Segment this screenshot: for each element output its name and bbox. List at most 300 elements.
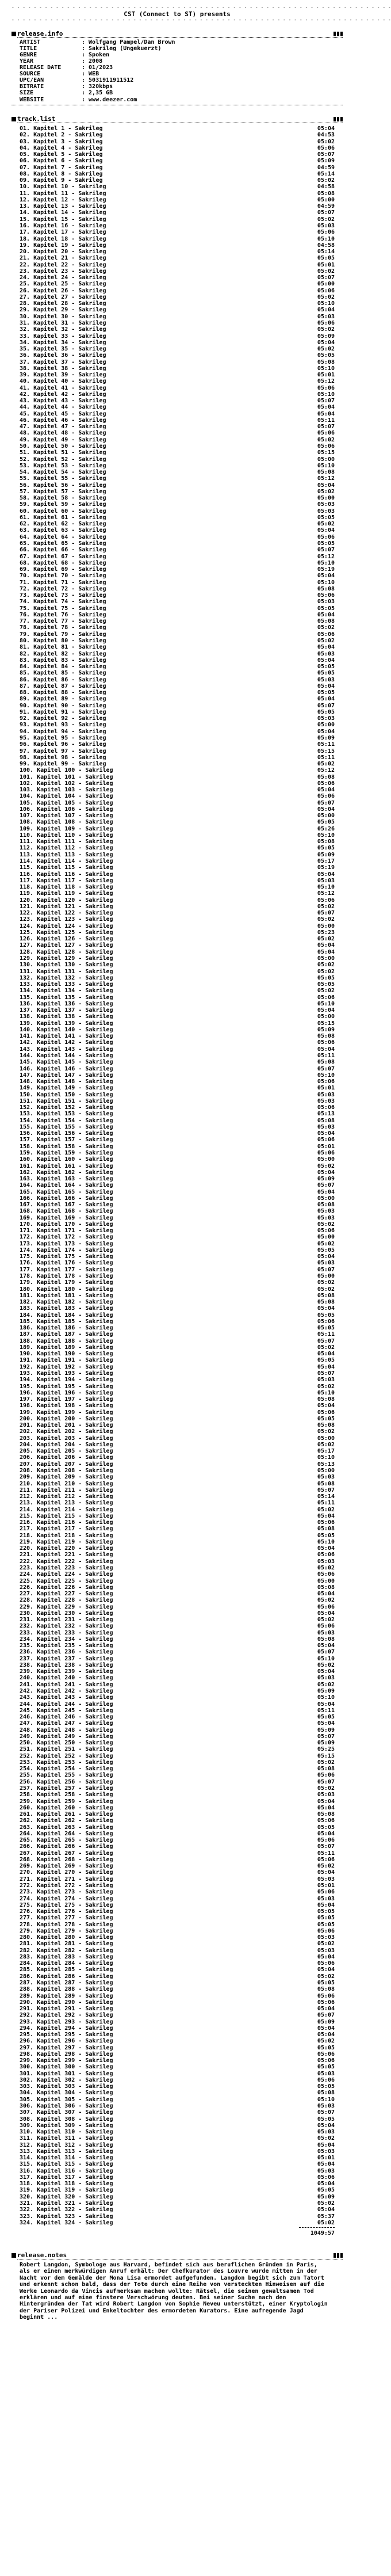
info-key: SOURCE xyxy=(20,71,41,77)
track-duration: 05:06 xyxy=(317,897,335,904)
track-row xyxy=(20,139,335,145)
track-duration: 05:02 xyxy=(317,988,335,994)
track-row xyxy=(20,1351,335,1357)
track-title: 29. Kapitel 29 - Sakrileg xyxy=(20,307,106,314)
track-row xyxy=(20,1053,335,1059)
track-row xyxy=(20,404,335,410)
track-duration: 05:05 xyxy=(317,1532,335,1539)
track-duration: 05:08 xyxy=(317,1059,335,1066)
track-duration: 05:04 xyxy=(317,1253,335,1260)
track-row xyxy=(20,1714,335,1720)
track-title: 129. Kapitel 129 - Sakrileg xyxy=(20,955,113,962)
track-row xyxy=(20,2200,335,2207)
track-duration: 05:02 xyxy=(317,1506,335,1513)
track-row xyxy=(20,495,335,501)
track-title: 230. Kapitel 230 - Sakrileg xyxy=(20,1610,113,1617)
track-row xyxy=(20,1889,335,1895)
track-duration: 05:08 xyxy=(317,1526,335,1533)
track-title: 242. Kapitel 242 - Sakrileg xyxy=(20,1688,113,1695)
track-duration: 05:02 xyxy=(317,1428,335,1435)
track-duration: 05:03 xyxy=(317,508,335,515)
track-row xyxy=(20,475,335,482)
section-underline xyxy=(17,2259,343,2260)
track-title: 121. Kapitel 121 - Sakrileg xyxy=(20,903,113,910)
track-title: 295. Kapitel 295 - Sakrileg xyxy=(20,2032,113,2038)
track-row xyxy=(20,158,335,164)
track-duration: 05:05 xyxy=(317,689,335,696)
track-row xyxy=(20,2220,335,2226)
track-title: 283. Kapitel 283 - Sakrileg xyxy=(20,1953,113,1960)
track-row xyxy=(20,1487,335,1493)
track-title: 215. Kapitel 215 - Sakrileg xyxy=(20,1512,113,1519)
track-duration: 05:05 xyxy=(317,1979,335,1986)
track-duration: 05:15 xyxy=(317,449,335,456)
track-title: 219. Kapitel 219 - Sakrileg xyxy=(20,1538,113,1545)
track-duration: 05:05 xyxy=(317,605,335,612)
track-duration: 05:03 xyxy=(317,1091,335,1098)
track-title: 152. Kapitel 152 - Sakrileg xyxy=(20,1104,113,1111)
track-title: 37. Kapitel 37 - Sakrileg xyxy=(20,359,106,365)
track-duration: 05:05 xyxy=(317,1714,335,1721)
track-title: 231. Kapitel 231 - Sakrileg xyxy=(20,1617,113,1624)
track-duration: 05:14 xyxy=(317,249,335,256)
track-title: 314. Kapitel 314 - Sakrileg xyxy=(20,2155,113,2162)
track-duration: 05:02 xyxy=(317,1344,335,1351)
track-title: 289. Kapitel 289 - Sakrileg xyxy=(20,1992,113,1999)
track-row xyxy=(20,949,335,955)
track-title: 101. Kapitel 101 - Sakrileg xyxy=(20,773,113,780)
info-row xyxy=(20,45,175,52)
info-row xyxy=(20,58,175,64)
track-title: 250. Kapitel 250 - Sakrileg xyxy=(20,1740,113,1747)
track-title: 133. Kapitel 133 - Sakrileg xyxy=(20,981,113,988)
track-title: 95. Kapitel 95 - Sakrileg xyxy=(20,734,106,741)
track-duration: 05:02 xyxy=(317,968,335,975)
track-title: 218. Kapitel 218 - Sakrileg xyxy=(20,1532,113,1539)
track-title: 25. Kapitel 25 - Sakrileg xyxy=(20,281,106,288)
track-title: 27. Kapitel 27 - Sakrileg xyxy=(20,294,106,300)
track-duration: 05:02 xyxy=(317,1383,335,1390)
track-row xyxy=(20,365,335,372)
track-duration: 05:25 xyxy=(317,1746,335,1753)
track-duration: 05:04 xyxy=(317,1403,335,1409)
track-title: 241. Kapitel 241 - Sakrileg xyxy=(20,1681,113,1688)
track-title: 184. Kapitel 184 - Sakrileg xyxy=(20,1312,113,1319)
track-row xyxy=(20,1578,335,1584)
track-row xyxy=(20,1571,335,1577)
track-row xyxy=(20,1221,335,1228)
track-row xyxy=(20,1682,335,1688)
info-key: BITRATE xyxy=(20,83,44,90)
track-title: 190. Kapitel 190 - Sakrileg xyxy=(20,1351,113,1358)
track-row xyxy=(20,1312,335,1319)
track-title: 312. Kapitel 312 - Sakrileg xyxy=(20,2141,113,2148)
track-title: 110. Kapitel 110 - Sakrileg xyxy=(20,832,113,839)
track-duration: 05:11 xyxy=(317,1331,335,1338)
track-row xyxy=(20,2090,335,2096)
info-row xyxy=(20,71,175,77)
track-duration: 05:06 xyxy=(317,319,335,326)
track-duration: 05:02 xyxy=(317,1441,335,1448)
track-duration: 05:06 xyxy=(317,780,335,787)
track-row xyxy=(20,1902,335,1908)
track-row xyxy=(20,1370,335,1377)
track-row xyxy=(20,2045,335,2051)
track-duration: 05:07 xyxy=(317,1337,335,1344)
track-duration: 05:10 xyxy=(317,462,335,469)
track-duration: 05:02 xyxy=(317,916,335,923)
track-row xyxy=(20,962,335,968)
track-duration: 05:04 xyxy=(317,1169,335,1176)
track-duration: 05:15 xyxy=(317,748,335,754)
info-key: YEAR xyxy=(20,58,34,64)
track-title: 22. Kapitel 22 - Sakrileg xyxy=(20,261,106,268)
track-duration: 05:08 xyxy=(317,1299,335,1306)
track-row xyxy=(20,1831,335,1837)
track-title: 116. Kapitel 116 - Sakrileg xyxy=(20,871,113,878)
track-row xyxy=(20,547,335,553)
track-title: 198. Kapitel 198 - Sakrileg xyxy=(20,1403,113,1409)
track-row xyxy=(20,2057,335,2064)
track-duration: 05:01 xyxy=(317,372,335,379)
track-row xyxy=(20,2207,335,2213)
track-row xyxy=(20,942,335,948)
track-duration: 05:04 xyxy=(317,683,335,689)
track-duration: 05:04 xyxy=(317,482,335,489)
track-row xyxy=(20,1176,335,1182)
track-title: 74. Kapitel 74 - Sakrileg xyxy=(20,599,106,605)
track-title: 139. Kapitel 139 - Sakrileg xyxy=(20,1020,113,1027)
track-row xyxy=(20,1662,335,1668)
track-duration: 05:04 xyxy=(317,1798,335,1805)
info-value: : WEB xyxy=(82,71,99,77)
section-underline xyxy=(17,123,343,124)
track-row xyxy=(20,1980,335,1986)
track-duration: 05:07 xyxy=(317,1370,335,1377)
track-duration: 05:08 xyxy=(317,1033,335,1040)
track-duration: 05:02 xyxy=(317,177,335,184)
track-row xyxy=(20,1046,335,1053)
track-title: 292. Kapitel 292 - Sakrileg xyxy=(20,2012,113,2019)
track-duration: 04:58 xyxy=(317,184,335,190)
track-row xyxy=(20,326,335,333)
track-title: 04. Kapitel 4 - Sakrileg xyxy=(20,144,103,151)
website-value: : www.deezer.com xyxy=(82,97,137,103)
track-duration: 05:02 xyxy=(317,2219,335,2226)
info-key: ARTIST xyxy=(20,39,41,45)
track-row xyxy=(20,1118,335,1124)
track-duration: 05:06 xyxy=(317,1409,335,1416)
track-row xyxy=(20,832,335,839)
track-duration: 05:05 xyxy=(317,845,335,852)
track-duration: 05:13 xyxy=(317,1461,335,1468)
website-key: WEBSITE xyxy=(20,97,44,103)
track-title: 117. Kapitel 117 - Sakrileg xyxy=(20,877,113,884)
track-duration: 05:08 xyxy=(317,1480,335,1487)
track-title: 72. Kapitel 72 - Sakrileg xyxy=(20,585,106,592)
track-duration: 05:00 xyxy=(317,813,335,820)
track-title: 243. Kapitel 243 - Sakrileg xyxy=(20,1694,113,1701)
track-title: 236. Kapitel 236 - Sakrileg xyxy=(20,1649,113,1656)
track-row xyxy=(20,981,335,988)
track-title: 91. Kapitel 91 - Sakrileg xyxy=(20,708,106,715)
track-title: 272. Kapitel 272 - Sakrileg xyxy=(20,1882,113,1889)
track-duration: 05:07 xyxy=(317,209,335,216)
track-duration: 05:04 xyxy=(317,125,335,132)
track-title: 300. Kapitel 300 - Sakrileg xyxy=(20,2064,113,2071)
track-row xyxy=(20,424,335,430)
track-title: 257. Kapitel 257 - Sakrileg xyxy=(20,1785,113,1792)
track-title: 125. Kapitel 125 - Sakrileg xyxy=(20,929,113,936)
track-duration: 05:07 xyxy=(317,2012,335,2019)
track-duration: 05:08 xyxy=(317,773,335,780)
track-duration: 05:08 xyxy=(317,359,335,365)
track-row xyxy=(20,430,335,436)
track-title: 128. Kapitel 128 - Sakrileg xyxy=(20,948,113,955)
track-row xyxy=(20,2064,335,2070)
track-row xyxy=(20,443,335,449)
track-duration: 05:09 xyxy=(317,851,335,858)
track-duration: 05:08 xyxy=(317,585,335,592)
track-duration: 05:11 xyxy=(317,1707,335,1714)
track-duration: 05:06 xyxy=(317,1149,335,1156)
track-duration: 05:10 xyxy=(317,1655,335,1662)
track-duration: 05:05 xyxy=(317,974,335,981)
track-row xyxy=(20,1824,335,1831)
track-row xyxy=(20,385,335,391)
track-row xyxy=(20,1377,335,1383)
track-row xyxy=(20,1293,335,1299)
track-duration: 05:05 xyxy=(317,352,335,359)
track-title: 299. Kapitel 299 - Sakrileg xyxy=(20,2057,113,2064)
track-row xyxy=(20,1656,335,1662)
track-duration: 05:23 xyxy=(317,929,335,936)
track-row xyxy=(20,1837,335,1843)
track-duration: 05:00 xyxy=(317,1234,335,1241)
track-row xyxy=(20,411,335,417)
track-title: 26. Kapitel 26 - Sakrileg xyxy=(20,287,106,294)
track-duration: 05:07 xyxy=(317,910,335,917)
track-duration: 05:02 xyxy=(317,346,335,353)
track-title: 192. Kapitel 192 - Sakrileg xyxy=(20,1363,113,1370)
track-row xyxy=(20,197,335,203)
track-title: 140. Kapitel 140 - Sakrileg xyxy=(20,1026,113,1033)
track-row xyxy=(20,722,335,728)
track-row xyxy=(20,631,335,638)
track-title: 176. Kapitel 176 - Sakrileg xyxy=(20,1260,113,1267)
track-duration: 05:10 xyxy=(317,2096,335,2103)
track-title: 245. Kapitel 245 - Sakrileg xyxy=(20,1707,113,1714)
track-duration: 05:04 xyxy=(317,410,335,417)
track-title: 269. Kapitel 269 - Sakrileg xyxy=(20,1863,113,1870)
track-duration: 05:13 xyxy=(317,1111,335,1118)
track-row xyxy=(20,1668,335,1675)
track-duration: 05:04 xyxy=(317,644,335,651)
track-duration: 05:04 xyxy=(317,787,335,794)
track-duration: 05:04 xyxy=(317,1869,335,1876)
track-title: 246. Kapitel 246 - Sakrileg xyxy=(20,1714,113,1721)
track-title: 304. Kapitel 304 - Sakrileg xyxy=(20,2090,113,2097)
track-duration: 05:10 xyxy=(317,365,335,372)
track-duration: 05:11 xyxy=(317,754,335,761)
track-title: 224. Kapitel 224 - Sakrileg xyxy=(20,1571,113,1578)
track-title: 297. Kapitel 297 - Sakrileg xyxy=(20,2044,113,2051)
track-row xyxy=(20,1150,335,1156)
track-row xyxy=(20,1922,335,1928)
track-row xyxy=(20,2083,335,2090)
track-row xyxy=(20,916,335,923)
track-duration: 05:08 xyxy=(317,1292,335,1299)
track-row xyxy=(20,1610,335,1617)
track-row xyxy=(20,657,335,664)
track-duration: 05:04 xyxy=(317,1901,335,1908)
track-duration: 05:04 xyxy=(317,1046,335,1053)
track-row xyxy=(20,1623,335,1629)
track-row xyxy=(20,1759,335,1766)
track-row xyxy=(20,1584,335,1591)
track-row xyxy=(20,1156,335,1163)
track-row xyxy=(20,1552,335,1558)
track-row xyxy=(20,1519,335,1526)
track-row xyxy=(20,456,335,463)
track-row xyxy=(20,2122,335,2129)
track-title: 162. Kapitel 162 - Sakrileg xyxy=(20,1169,113,1176)
track-row xyxy=(20,1785,335,1792)
track-duration: 05:08 xyxy=(317,469,335,476)
info-value: : 2,35 GB xyxy=(82,90,113,96)
track-duration: 04:59 xyxy=(317,164,335,171)
track-title: 62. Kapitel 62 - Sakrileg xyxy=(20,521,106,528)
track-duration: 05:10 xyxy=(317,1454,335,1461)
track-row xyxy=(20,340,335,346)
track-duration: 05:37 xyxy=(317,2213,335,2220)
track-duration: 05:02 xyxy=(317,1286,335,1293)
track-duration: 05:05 xyxy=(317,1325,335,1332)
track-row xyxy=(20,1442,335,1448)
track-duration: 05:06 xyxy=(317,1552,335,1558)
track-duration: 05:10 xyxy=(317,235,335,242)
track-duration: 05:02 xyxy=(317,294,335,300)
track-title: 89. Kapitel 89 - Sakrileg xyxy=(20,696,106,703)
track-title: 114. Kapitel 114 - Sakrileg xyxy=(20,858,113,865)
track-title: 23. Kapitel 23 - Sakrileg xyxy=(20,268,106,275)
track-row xyxy=(20,242,335,249)
track-duration: 05:09 xyxy=(317,734,335,741)
track-row xyxy=(20,1766,335,1772)
track-title: 10. Kapitel 10 - Sakrileg xyxy=(20,184,106,190)
track-row xyxy=(20,417,335,424)
track-duration: 05:00 xyxy=(317,1577,335,1584)
track-duration: 05:04 xyxy=(317,1007,335,1014)
track-row xyxy=(20,1565,335,1571)
track-duration: 05:19 xyxy=(317,864,335,871)
track-row xyxy=(20,151,335,158)
track-row xyxy=(20,184,335,190)
track-row xyxy=(20,709,335,715)
track-duration: 05:06 xyxy=(317,1889,335,1896)
track-row xyxy=(20,975,335,981)
info-value: : 5031911911512 xyxy=(82,77,134,83)
track-row xyxy=(20,670,335,676)
track-row xyxy=(20,300,335,307)
track-row xyxy=(20,1079,335,1085)
track-duration: 05:04 xyxy=(317,1720,335,1727)
track-duration: 05:07 xyxy=(317,1843,335,1850)
track-duration: 05:00 xyxy=(317,281,335,288)
track-duration: 05:04 xyxy=(317,307,335,314)
track-title: 274. Kapitel 274 - Sakrileg xyxy=(20,1895,113,1902)
track-duration: 05:03 xyxy=(317,1629,335,1636)
track-duration: 05:04 xyxy=(317,948,335,955)
track-title: 317. Kapitel 317 - Sakrileg xyxy=(20,2174,113,2181)
track-row xyxy=(20,268,335,275)
track-title: 244. Kapitel 244 - Sakrileg xyxy=(20,1701,113,1708)
track-title: 80. Kapitel 80 - Sakrileg xyxy=(20,637,106,644)
track-row xyxy=(20,2135,335,2141)
track-duration: 05:10 xyxy=(317,391,335,398)
track-duration: 05:03 xyxy=(317,2070,335,2077)
track-row xyxy=(20,618,335,624)
track-title: 54. Kapitel 54 - Sakrileg xyxy=(20,469,106,476)
track-duration: 05:04 xyxy=(317,1305,335,1312)
track-row xyxy=(20,774,335,780)
track-duration: 05:12 xyxy=(317,553,335,560)
track-duration: 05:11 xyxy=(317,1052,335,1059)
track-duration: 05:03 xyxy=(317,1377,335,1384)
track-title: 56. Kapitel 56 - Sakrileg xyxy=(20,482,106,489)
track-title: 258. Kapitel 258 - Sakrileg xyxy=(20,1792,113,1798)
track-row xyxy=(20,741,335,748)
track-title: 49. Kapitel 49 - Sakrileg xyxy=(20,436,106,443)
info-row xyxy=(20,64,175,71)
track-duration: 05:15 xyxy=(317,1752,335,1759)
track-title: 78. Kapitel 78 - Sakrileg xyxy=(20,624,106,631)
info-row xyxy=(20,90,175,96)
track-title: 201. Kapitel 201 - Sakrileg xyxy=(20,1422,113,1429)
track-title: 156. Kapitel 156 - Sakrileg xyxy=(20,1130,113,1137)
track-duration: 05:03 xyxy=(317,1098,335,1104)
track-row xyxy=(20,1163,335,1169)
track-list-section-bar xyxy=(12,115,343,123)
header-dashed-rule: - - - - - - - - - - - - - - - - - - - - - - - - - - - - - - - - - - - - - - - - - - - - - - - - - - - - - - - - - - - - - - - - - - - - - xyxy=(12,17,391,22)
track-duration: 05:05 xyxy=(317,2044,335,2051)
track-duration: 05:10 xyxy=(317,832,335,839)
track-title: 130. Kapitel 130 - Sakrileg xyxy=(20,962,113,969)
track-row xyxy=(20,1066,335,1072)
track-row xyxy=(20,171,335,177)
track-title: 209. Kapitel 209 - Sakrileg xyxy=(20,1474,113,1481)
track-row xyxy=(20,1863,335,1869)
track-duration: 05:01 xyxy=(317,1882,335,1889)
track-title: 43. Kapitel 43 - Sakrileg xyxy=(20,398,106,405)
track-row xyxy=(20,262,335,268)
track-row xyxy=(20,1545,335,1552)
track-title: 305. Kapitel 305 - Sakrileg xyxy=(20,2096,113,2103)
track-title: 234. Kapitel 234 - Sakrileg xyxy=(20,1636,113,1643)
track-title: 47. Kapitel 47 - Sakrileg xyxy=(20,424,106,430)
track-duration: 05:04 xyxy=(317,2161,335,2168)
track-row xyxy=(20,1960,335,1967)
track-title: 05. Kapitel 5 - Sakrileg xyxy=(20,151,103,158)
track-title: 161. Kapitel 161 - Sakrileg xyxy=(20,1163,113,1169)
track-duration: 05:08 xyxy=(317,1986,335,1993)
track-title: 28. Kapitel 28 - Sakrileg xyxy=(20,300,106,307)
track-title: 255. Kapitel 255 - Sakrileg xyxy=(20,1772,113,1779)
track-title: 263. Kapitel 263 - Sakrileg xyxy=(20,1824,113,1831)
track-title: 76. Kapitel 76 - Sakrileg xyxy=(20,611,106,618)
track-duration: 05:04 xyxy=(317,1610,335,1617)
track-title: 35. Kapitel 35 - Sakrileg xyxy=(20,346,106,353)
